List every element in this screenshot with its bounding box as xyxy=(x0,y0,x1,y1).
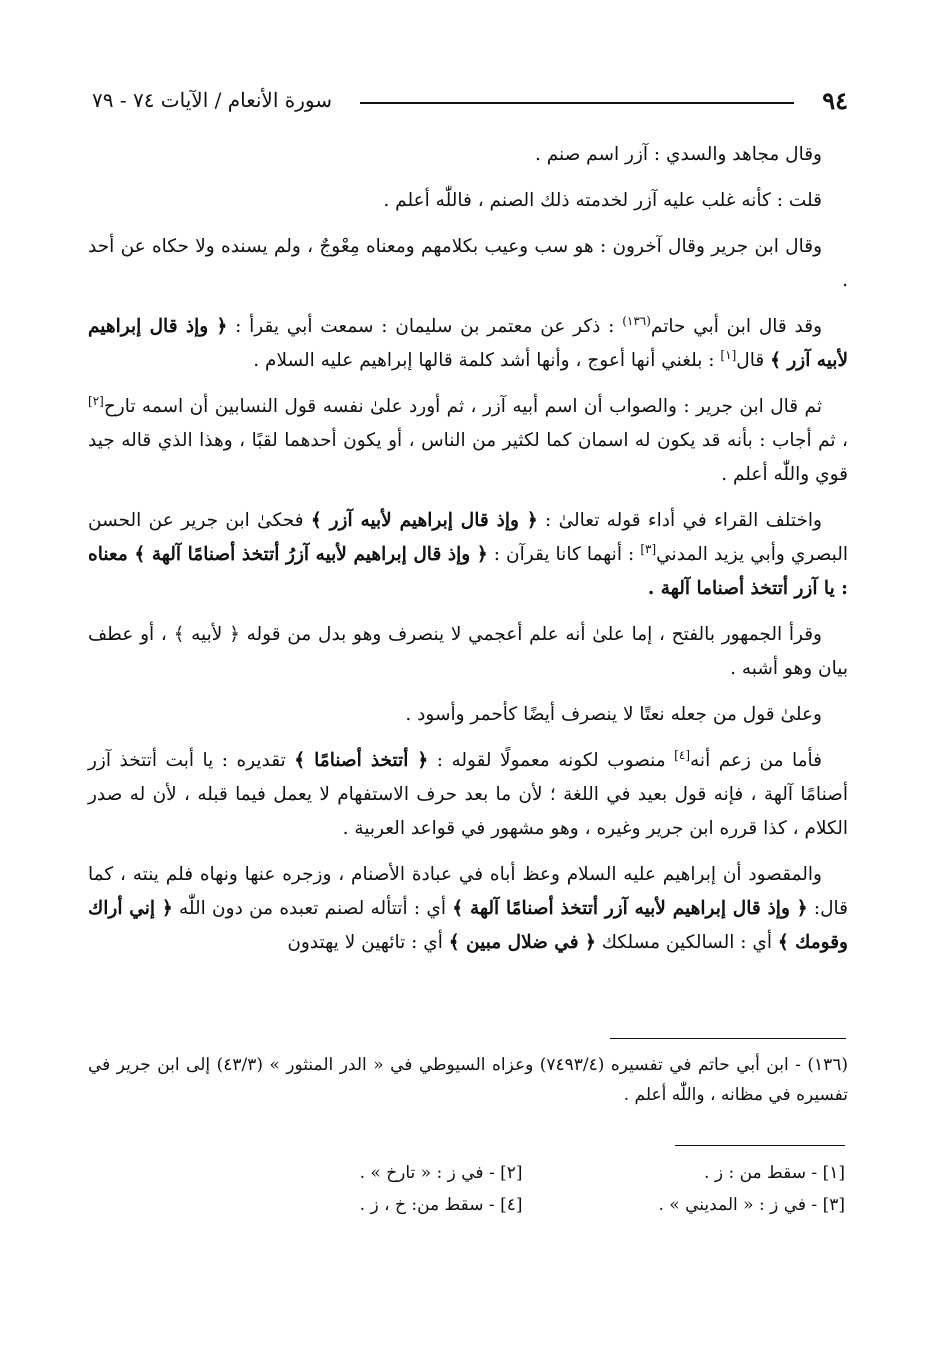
text-segment: : بلغني أنها أعوج ، وأنها أشد كلمة قالها إبراهيم عليه السلام . xyxy=(253,350,721,371)
quran-quote: ﴿ وإذ قال إبراهيم لأبيه آزر ﴾ xyxy=(310,510,538,531)
footnote-136: (١٣٦) - ابن أبي حاتم في تفسيره (٧٤٩٣/٤) وعزاه السيوطي في « الدر المنثور » (٤٣/٣) إلى ابن جرير في تفسيره في مظانه ، واللّٰه أعلم . xyxy=(88,1055,848,1105)
text-segment: : أنهما كانا يقرآن : xyxy=(487,544,641,565)
text-segment: ، ثم أجاب : بأنه قد يكون له اسمان كما لكثير من الناس ، أو يكون أحدهما لقبًا ، وهذا الذي قاله جيد قوي واللّٰه أعلم . xyxy=(88,430,848,485)
footnote-ref-4: [٤] xyxy=(674,747,690,762)
text-segment: ، أو عطف بيان وهو أشبه . xyxy=(88,624,848,679)
paragraph-1: وقال مجاهد والسدي : آزر اسم صنم . xyxy=(534,144,822,165)
page-number: ٩٤ xyxy=(822,85,848,115)
text-segment: أي : أتتأله لصنم تعبده من دون اللّٰه xyxy=(172,898,453,919)
footnote-1: [١] - سقط من : ز . xyxy=(704,1163,845,1183)
quran-quote: ﴿ وإذ قال إبراهيم لأبيه آزر أتتخذ أصنامًا آلهة ﴾ xyxy=(452,898,808,919)
paragraph-8: وعلىٰ قول من جعله نعتًا لا ينصرف أيضًا كأحمر وأسود . xyxy=(405,704,822,725)
paragraph-6 xyxy=(88,504,848,606)
footnote-grid xyxy=(200,1158,845,1220)
text-segment: والمقصود أن إبراهيم عليه السلام وعظ أباه في عبادة الأصنام ، وزجره عنها ونهاه فلم ينته ، كما قال: xyxy=(88,864,848,919)
paragraph-9 xyxy=(88,744,848,846)
text-segment: قال xyxy=(736,350,771,371)
paragraph-2: قلت : كأنه غلب عليه آزر لخدمته ذلك الصنم ، فاللّٰه أعلم . xyxy=(383,190,822,211)
footnote-divider-secondary xyxy=(675,1145,845,1146)
footnote-main xyxy=(88,1050,848,1110)
footnote-3: [٣] - في ز : « المديني » . xyxy=(658,1195,845,1215)
footnote-divider xyxy=(610,1038,846,1039)
footnote-4: [٤] - سقط من: خ ، ز . xyxy=(359,1195,523,1215)
text-segment: فأما من زعم أنه xyxy=(690,750,822,771)
text-segment: وقد قال ابن أبي حاتم xyxy=(650,316,823,337)
running-title: سورة الأنعام / الآيات ٧٤ - ٧٩ xyxy=(92,88,332,112)
quran-quote: ﴿ إني أراك وقومك ﴾ xyxy=(88,898,848,953)
footnote-ref-1: [١] xyxy=(720,347,737,362)
paragraph-3: وقال ابن جرير وقال آخرون : هو سب وعيب بكلامهم ومعناه مِعْوجٌ ، ولم يسنده ولا حكاه عن أحد . xyxy=(88,236,848,291)
paragraph-10 xyxy=(88,858,848,960)
paragraph-5 xyxy=(88,390,848,492)
quran-quote: ﴿ وإذ قال إبراهيم لأبيه آزرُ أتتخذ أصنامًا آلهة ﴾ معناه : يا آزر أتتخذ أصناما آلهة . xyxy=(88,544,848,599)
footnote-ref-3: [٣] xyxy=(640,541,657,556)
header-rule xyxy=(360,102,794,104)
footnote-ref-2: [٢] xyxy=(88,393,104,408)
text-segment: أي : السالكين مسلكك xyxy=(595,932,778,953)
main-text xyxy=(88,138,848,972)
text-segment: : ذكر عن معتمر بن سليمان : سمعت أبي يقرأ : xyxy=(227,316,623,337)
page-header xyxy=(92,82,848,118)
text-segment: وقرأ الجمهور بالفتح ، إما علىٰ أنه علم أعجمي لا ينصرف وهو بدل من قوله xyxy=(239,624,822,645)
footnote-2: [٢] - في ز : « تارخ » . xyxy=(359,1163,523,1183)
quran-quote: ﴿ وإذ قال إبراهيم لأبيه آزر ﴾ xyxy=(88,316,848,371)
text-segment: واختلف القراء في أداء قوله تعالىٰ : xyxy=(537,510,822,531)
paragraph-7 xyxy=(88,618,848,686)
quran-quote: ﴿ أتتخذ أصنامًا ﴾ xyxy=(294,750,429,771)
paragraph-4 xyxy=(88,310,848,378)
text-segment: فحكىٰ ابن جرير عن الحسن البصري وأبي يزيد المدني xyxy=(88,510,849,565)
quran-quote: ﴿ لأبيه ﴾ xyxy=(173,624,240,645)
text-segment: أي : تائهين لا يهتدون xyxy=(287,932,449,953)
quran-quote: ﴿ في ضلال مبين ﴾ xyxy=(448,932,596,953)
text-segment: منصوب لكونه معمولًا لقوله : xyxy=(428,750,675,771)
footnote-ref-136: (١٣٦) xyxy=(622,313,651,328)
text-segment: تقديره : يا أبت أتتخذ آزر أصنامًا آلهة ، فإنه قول بعيد في اللغة ؛ لأن ما بعد حرف الاستفهام لا يعمل فيما قبله ، لأن له صدر الكلام ، كذا قرره ابن جرير وغيره ، وهو مشهور في قواعد العربية . xyxy=(88,750,848,839)
text-segment: ثم قال ابن جرير : والصواب أن اسم أبيه آزر ، ثم أورد علىٰ نفسه قول النسابين أن اسمه تارح xyxy=(103,396,822,417)
